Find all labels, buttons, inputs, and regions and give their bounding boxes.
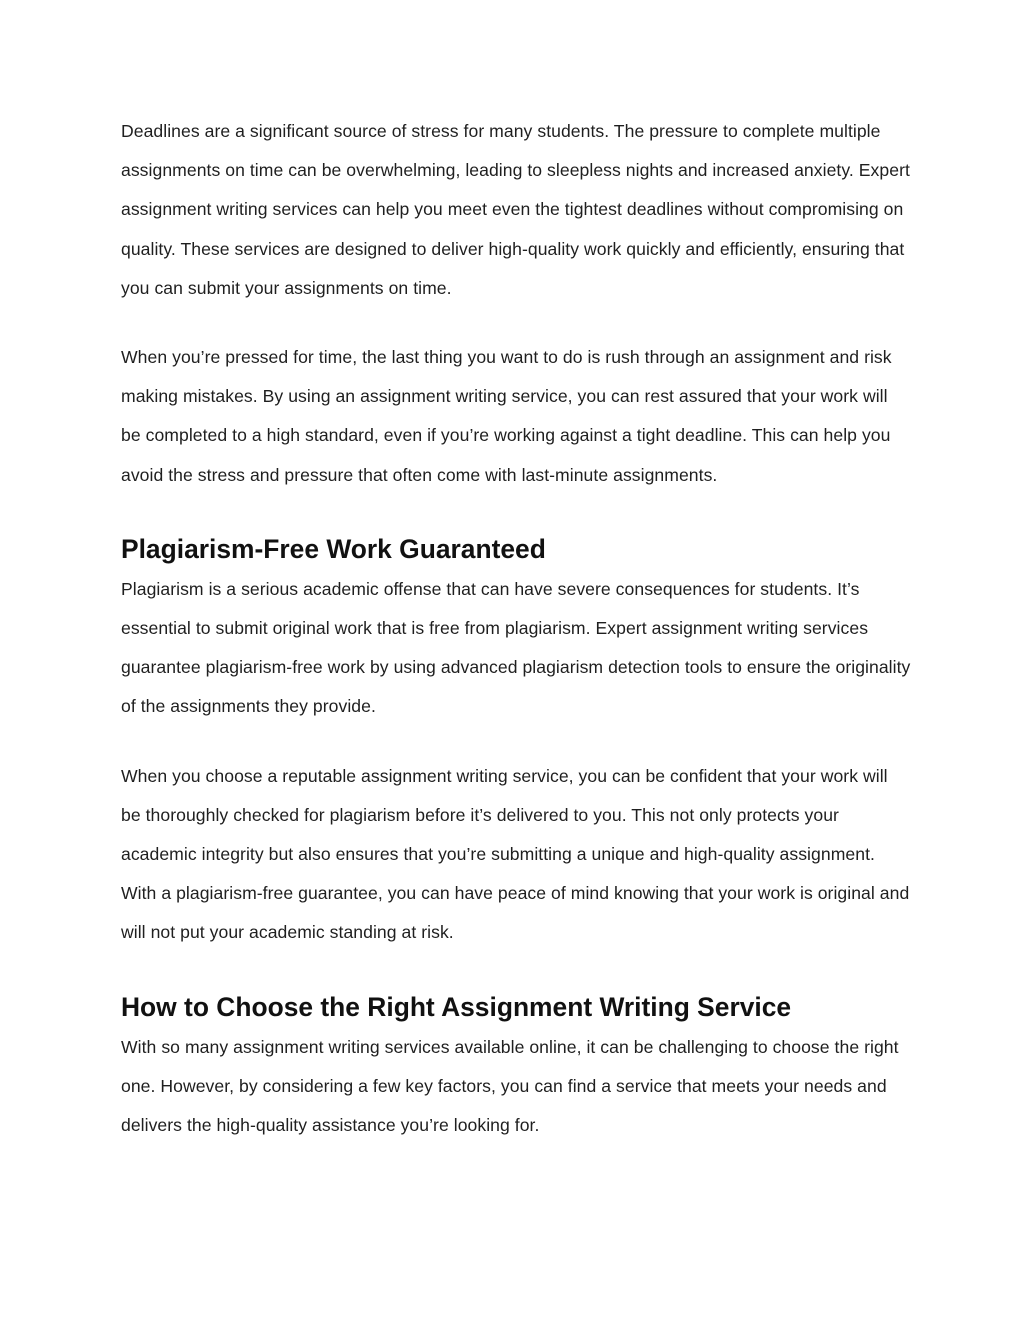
paragraph-reputable-service: When you choose a reputable assignment writing service, you can be confident that your work will be thoroughly checked for plagiarism before it’s delivered to you. This not only protects your academic integrity but also ensures that you’re submitting a unique and high-quality assignment. With a plagiarism-free guarantee, you can have peace of mind knowing that your work is original and will not put your academic standing at risk. [121,765,910,943]
heading-plagiarism-free: Plagiarism-Free Work Guaranteed [121,533,546,564]
paragraph-pressed-for-time: When you’re pressed for time, the last thing you want to do is rush through an assignment and risk making mistakes. By using an assignment writing service, you can rest assured that your work will be completed to a high standard, even if you’re working against a tight deadline. This can help you avoid the stress and pressure that often come with last-minute assignments. [121,347,892,485]
paragraph-choose-service: With so many assignment writing services available online, it can be challenging to choose the right one. However, by considering a few key factors, you can find a service that meets your needs and delivers the high-quality assistance you’re looking for. [121,1036,899,1136]
paragraph-plagiarism-offense: Plagiarism is a serious academic offense that can have severe consequences for students. It’s essential to submit original work that is free from plagiarism. Expert assignment writing services guarantee plagiarism-free work by using advanced plagiarism detection tools to ensure the originality of the assignments they provide. [121,578,911,717]
document-body [121,112,911,1145]
heading-choose-service: How to Choose the Right Assignment Writing Service [121,991,792,1022]
paragraph-deadlines-stress: Deadlines are a significant source of stress for many students. The pressure to complete multiple assignments on time can be overwhelming, leading to sleepless nights and increased anxiety. Expert assignment writing services can help you meet even the tightest deadlines without compromising on quality. These services are designed to deliver high-quality work quickly and efficiently, ensuring that you can submit your assignments on time. [121,121,910,298]
